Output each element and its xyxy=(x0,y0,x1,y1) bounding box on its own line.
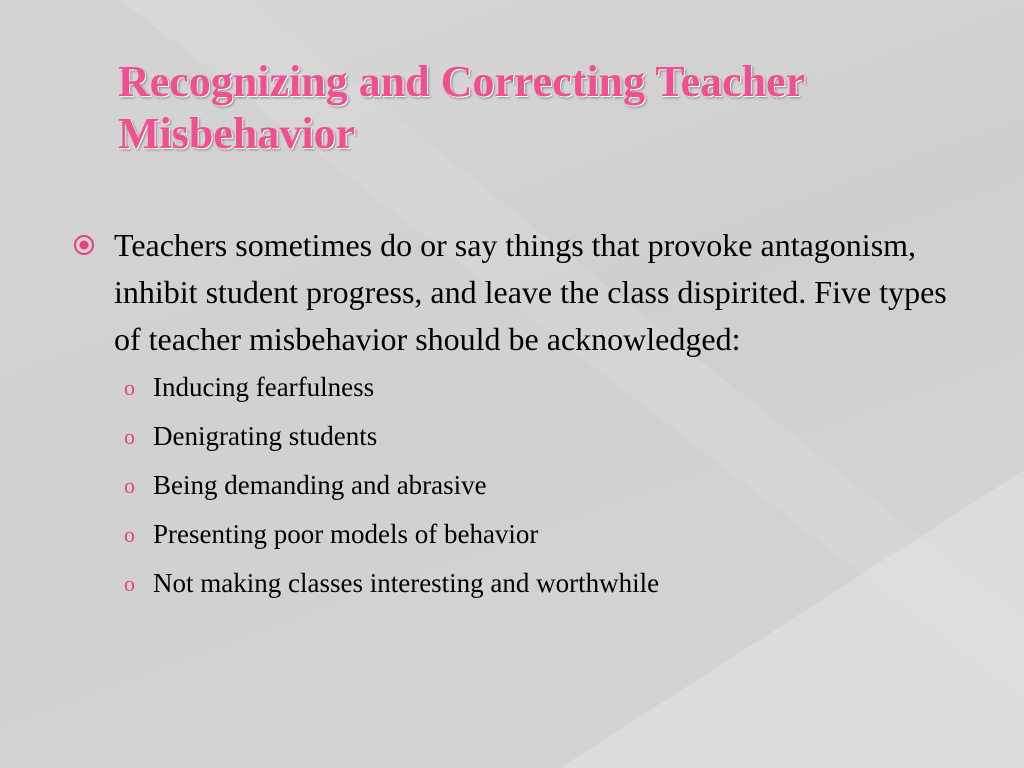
slide-title: Recognizing and Correcting Teacher Misbehavior xyxy=(118,57,805,158)
sub-bullet-item xyxy=(124,412,952,461)
sub-bullet-item xyxy=(124,363,952,412)
sub-bullet-item xyxy=(124,559,952,608)
slide-content xyxy=(72,222,952,608)
circle-bullet-icon: o xyxy=(124,522,135,547)
main-bullet xyxy=(72,222,952,363)
sub-bullet-text: Being demanding and abrasive xyxy=(153,470,487,500)
circle-bullet-icon: o xyxy=(124,375,135,400)
sub-bullet-item xyxy=(124,510,952,559)
sub-bullet-list xyxy=(72,363,952,608)
sub-bullet-text: Presenting poor models of behavior xyxy=(153,519,539,549)
target-bullet-icon xyxy=(72,233,96,257)
main-bullet-text: Teachers sometimes do or say things that provoke antagonism, inhibit student progress, and leave the class dispirited. Five types of teacher misbehavior should be acknowledged: xyxy=(114,227,947,357)
sub-bullet-text: Inducing fearfulness xyxy=(153,372,375,402)
circle-bullet-icon: o xyxy=(124,424,135,449)
circle-bullet-icon: o xyxy=(124,473,135,498)
circle-bullet-icon: o xyxy=(124,571,135,596)
sub-bullet-text: Not making classes interesting and worthwhile xyxy=(153,568,660,598)
sub-bullet-text: Denigrating students xyxy=(153,421,378,451)
sub-bullet-item xyxy=(124,461,952,510)
